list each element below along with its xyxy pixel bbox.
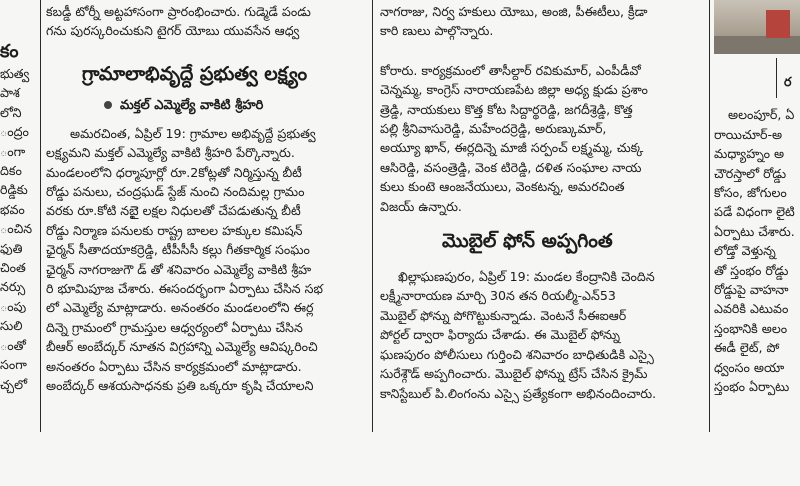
top-mid-text	[380, 2, 705, 41]
bullet-icon	[104, 101, 112, 109]
left-edge-column	[0, 0, 40, 440]
text-fragment: ంద్రం	[0, 124, 29, 140]
text-line: త్రెడ్డి, నాయకులు కొత్త కోట సిద్దార్థరెడ్డి, జగదీశ్రెడ్డి, కొత్త	[380, 101, 633, 117]
article-continuation	[380, 61, 705, 216]
text-fragment: సంగా	[0, 357, 27, 373]
text-line: కోరారు. కార్యక్రమంలో తాసీల్దార్ రవికుమార్, ఎంపీడీవో	[380, 62, 641, 78]
article-column-right	[380, 0, 705, 440]
text-fragment: పడే విధంగా లైటి	[714, 204, 795, 220]
text-line: చెన్నమ్మ, కాంగ్రెస్ నారాయణపేట జిల్లా అధ్య క్షుడు ప్రశాం	[380, 82, 648, 98]
photo-road	[714, 36, 800, 54]
text-line: బీఆర్ అంబేద్కర్ నూతన విగ్రహాన్ని ఎమ్మెల్యే ఆవిష్కరించి	[46, 339, 318, 355]
text-line: ఖిల్లాఘణపురం, ఏప్రిల్ 19: మండల కేంద్రానికి చెందిన	[398, 269, 655, 285]
column-rule-1	[40, 0, 41, 432]
text-fragment: తో స్తంభం రోడ్డు	[714, 262, 789, 278]
text-line: కబడ్డీ టోర్నీ అట్టహాసంగా ప్రారంభించారు. గుడ్మెడే పండు	[46, 4, 311, 19]
text-line: వరకు రూ.కోటి నబైై లక్షల నిధులతో చేపడుతున్న బీటీ	[46, 203, 301, 219]
text-fragment: రిడ్డికు	[0, 182, 28, 198]
text-fragment: స్తంభం ఏర్పాటు	[714, 379, 790, 395]
text-fragment: ంచిన	[0, 221, 33, 237]
text-line: అనంతరం ఏర్పాటు చేసిన కార్యక్రమంలో మాట్లాడారు.	[46, 358, 302, 374]
text-fragment: రోడ్డుపై వాహనా	[714, 282, 789, 298]
text-fragment: భుత్వ	[0, 66, 30, 81]
news-photo	[714, 0, 800, 54]
article-body	[46, 124, 368, 396]
text-line: పల్లి శ్రీనివాసురెడ్డి, మహేందర్రెడ్డి, అరుణ్కుమార్,	[380, 121, 607, 137]
text-fragment: ఏర్పాటు చేశారు.	[714, 223, 795, 239]
text-fragment: చ్చలో	[0, 376, 28, 392]
text-fragment: లోని	[0, 104, 22, 120]
text-line: కారి ణులు పాల్గొన్నారు.	[380, 23, 494, 39]
text-line: పోర్టల్ ద్వారా ఫిర్యాదు చేశాడు. ఈ మొబైల్ ఫోన్ను	[380, 327, 621, 343]
text-line: మండలంలోని ధర్మాపూర్లో రూ.2కోట్లతో నిర్మిస్తున్న బీటీ	[46, 164, 302, 180]
text-line: లో ఎమ్మెల్యే మాట్లాడారు. అనంతరం మండలంలోని ఈర్ల	[46, 300, 314, 316]
article2-body	[380, 267, 705, 403]
text-fragment: ంపు	[0, 298, 27, 314]
right-edge-column	[714, 0, 800, 440]
text-fragment: చౌరస్తాలో రోడ్డు	[714, 165, 787, 181]
text-line: లక్ష్మీనారాయణ మార్చి 30న తన రియల్మీ-ఎన్53	[380, 288, 616, 304]
text-line: అంబేద్కర్ ఆశయసాధనకు ప్రతి ఒక్కరూ కృషి చేయాలని	[46, 378, 314, 394]
text-line: అమరచింత, ఏప్రిల్ 19: గ్రామాల అభివృద్దే ప్రభుత్వ	[70, 125, 316, 141]
text-fragment: రాయిచూర్-అ	[714, 126, 783, 142]
text-line: గను పురస్కరించుకుని టైగర్ యోబు యువసేన ఆధ్వ	[46, 23, 300, 39]
text-line: విజయ్ ఉన్నారు.	[380, 198, 462, 214]
text-line: రి భూమిపూజ చేశారు. ఈసందర్భంగా ఏర్పాటు చేసిన సభ	[46, 281, 323, 297]
text-fragment: ధ్వంసం అయా	[714, 359, 785, 375]
text-line: కులు కుంటె ఆంజనేయులు, వెంకటన్న, అమరచింత	[380, 179, 625, 195]
text-fragment: ఫుతి	[0, 240, 23, 256]
top-left-text	[46, 2, 368, 41]
text-line: లక్ష్యమని మక్తల్ ఎమ్మెల్యే వాకిటి శ్రీహరి పేర్కొన్నారు.	[46, 145, 295, 161]
text-fragment: సులి	[0, 318, 23, 334]
text-line: రోడ్డు నిర్మాణ పనులకు రాష్ట్ర బాలల హక్కుల కమిషన్	[46, 222, 303, 238]
text-line: కానిస్టేబుల్ పి.లింగంను ఎస్సై ప్రత్యేకంగా అభినందించారు.	[380, 385, 657, 401]
text-fragment: ఎవరికి ఎటువం	[714, 301, 789, 317]
text-fragment: లోడ్తో వెళ్తున్న	[714, 243, 776, 259]
text-fragment: ంతో	[0, 337, 26, 353]
text-line: ఛైర్మన్ నాగరాజుగౌ డ్ తో శనివారం ఎమ్మెల్యే వాకిటి శ్రీహ	[46, 261, 312, 277]
column-rule-3	[709, 0, 710, 432]
text-fragment: నర్సు	[0, 279, 26, 295]
article2-headline: మొబైల్ ఫోన్ అప్పగింత	[442, 230, 613, 253]
article-subhead	[104, 98, 368, 116]
photo-object	[766, 10, 790, 38]
text-fragment: దికం	[0, 163, 22, 179]
text-fragment: మధ్యాహ్నం అ	[714, 146, 785, 162]
text-line: ఆసిరెడ్డి, వసంత్రెడ్డి, వెంక టిరెడ్డి, దళిత సంఘాల నాయ	[380, 159, 642, 175]
text-line: నాగరాజు, నిర్వ హకులు యోబు, అంజి, పీఈటీలు, క్రీడా	[380, 4, 648, 19]
text-line: సురేశ్గౌడ్ అప్పగించారు. మొబైల్ ఫోన్ను ట్రేస్ చేసిన క్రైమ్	[380, 366, 648, 382]
text-line: అయ్యూ ఖాన్, ఈర్లదిన్నె మాజీ సర్పంచ్ లక్ష్మమ్మ, చుక్క	[380, 140, 644, 156]
subhead-text: మక్తల్ ఎమ్మెల్యే వాకిటి శ్రీహరి	[120, 97, 264, 113]
article-column-left	[46, 0, 368, 440]
column-rule-2	[372, 0, 373, 432]
fragment-heading: కం	[0, 41, 19, 62]
text-fragment: భవం	[0, 201, 25, 217]
text-line: మొబైల్ ఫోన్ను పోగొట్టుకున్నాడు. వెంటనే సీఈఐఆర్	[380, 307, 627, 323]
text-fragment: చింత	[0, 260, 26, 276]
text-line: దిన్నె గ్రామంలో గ్రామస్తుల ఆధ్వర్యంలో ఏర్పాటు చేసిన	[46, 319, 303, 335]
text-line: ఘణపురం పోలీసులు గుర్తించి శనివారం బాధితుడికి ఎస్సై	[380, 346, 654, 362]
text-fragment: ంగా	[0, 143, 26, 159]
section-fragment: ర	[784, 74, 792, 89]
text-fragment: స్తంభానికి అలం	[714, 320, 788, 336]
text-line: ఛైర్మన్ సీతాదయాకర్రెడ్డి, టీపీసీసీ కల్లు గీతకార్మిక సంఘం	[46, 242, 310, 258]
text-fragment: పాశ	[0, 85, 20, 101]
text-line: రోడ్డు పనులు, చంద్రఘడ్ స్టేజ్ నుంచి నందిమల్ల గ్రామం	[46, 184, 305, 200]
text-fragment: అలంపూర్, ఏ	[728, 107, 795, 123]
text-fragment: ఈడీ లైట్, పో	[714, 340, 780, 356]
article-headline: గ్రామాలాభివృద్దే ప్రభుత్వ లక్ష్యం	[82, 62, 308, 85]
text-fragment: కోసం, జోగులం	[714, 185, 787, 201]
